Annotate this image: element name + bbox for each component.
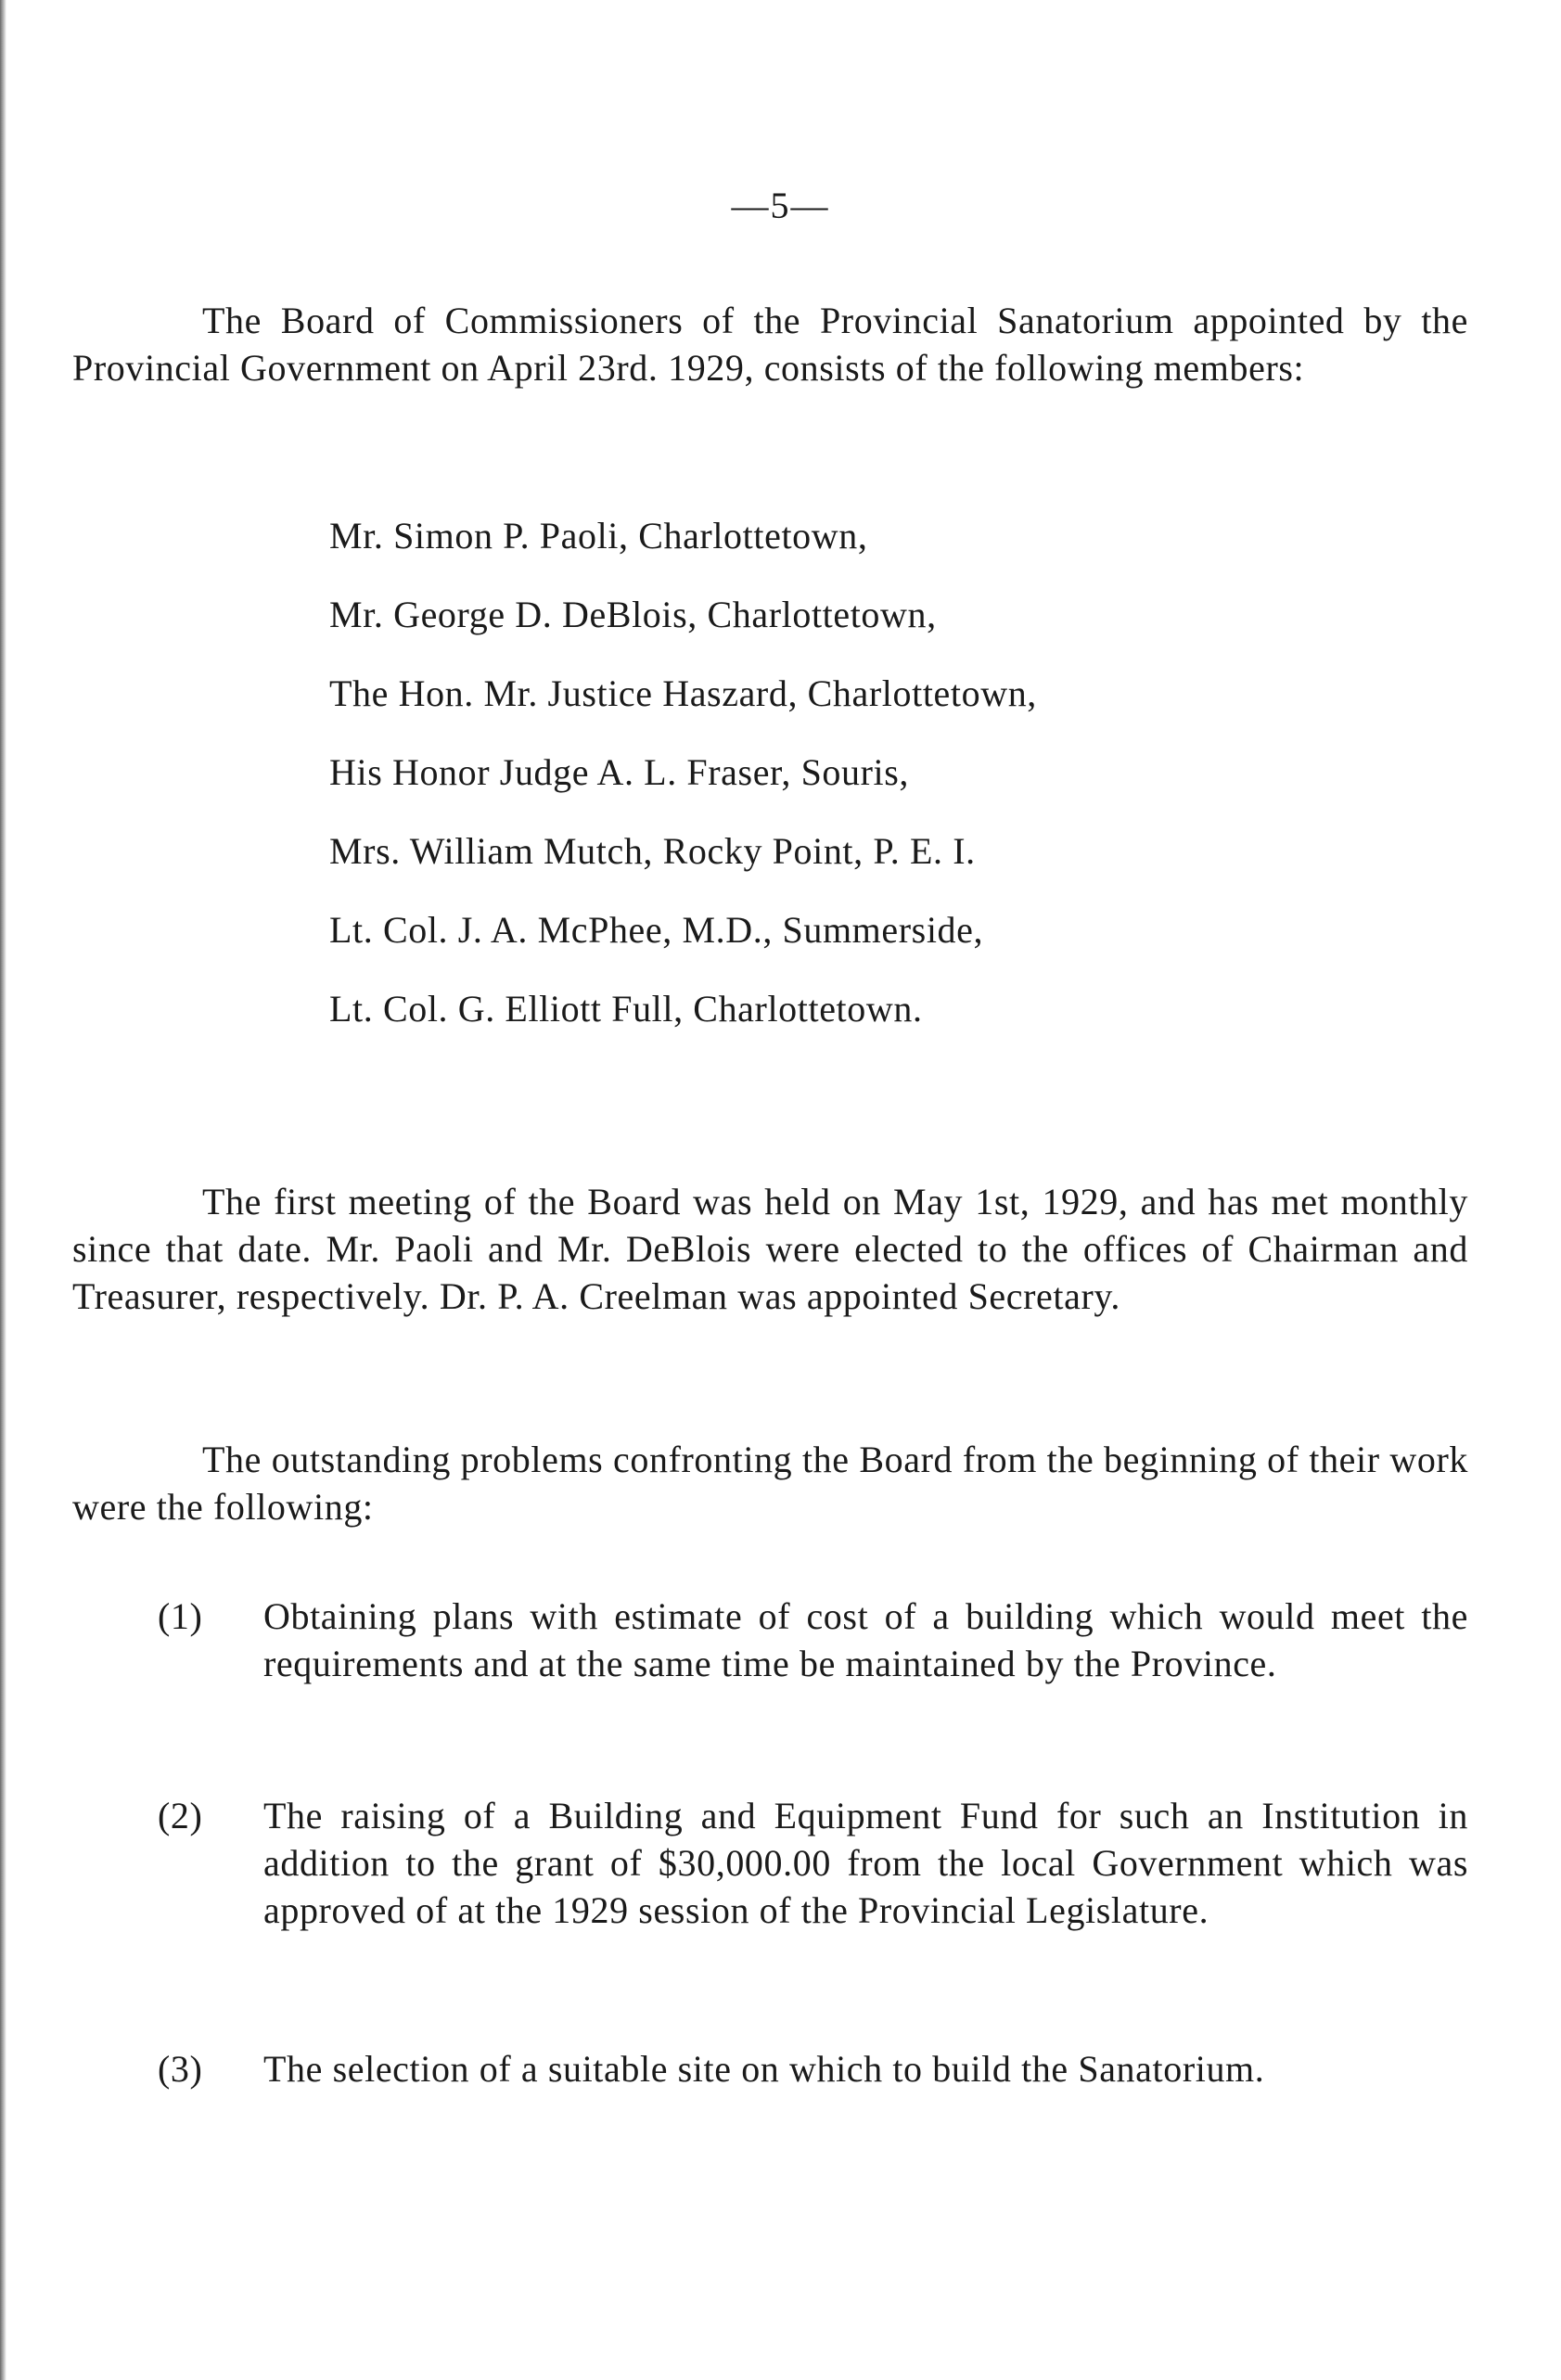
problem-number: (1) [158, 1595, 203, 1637]
problem-text: Obtaining plans with estimate of cost of a building which would meet the requirements and at the same time be maintained by the Province. [263, 1595, 1468, 1684]
member-item: Mr. Simon P. Paoli, Charlottetown, [329, 515, 868, 557]
member-item: Mrs. William Mutch, Rocky Point, P. E. I. [329, 830, 976, 872]
member-item: Lt. Col. J. A. McPhee, M.D., Summerside, [329, 909, 984, 951]
member-item: Mr. George D. DeBlois, Charlottetown, [329, 594, 937, 635]
problem-text: The raising of a Building and Equipment Fund for such an Institution in addition to the grant of $30,000.00 from the local Government which was approved of at the 1929 session of the Provincial Legislature. [263, 1795, 1468, 1931]
problem-number: (3) [158, 2048, 203, 2090]
meeting-paragraph: The first meeting of the Board was held on May 1st, 1929, and has met monthly since that date. Mr. Paoli and Mr. DeBlois were elected to the offices of Chairman and Treasurer, respectively. Dr. P. A. Creelman was appointed Secretary. [72, 1181, 1468, 1317]
member-item: His Honor Judge A. L. Fraser, Souris, [329, 751, 910, 793]
member-item: Lt. Col. G. Elliott Full, Charlottetown. [329, 988, 923, 1030]
member-item: The Hon. Mr. Justice Haszard, Charlottetown, [329, 672, 1037, 714]
intro-paragraph: The Board of Commissioners of the Provincial Sanatorium appointed by the Provincial Government on April 23rd. 1929, consists of the following members: [72, 300, 1468, 389]
page-number: —5— [731, 185, 830, 226]
problem-item-3 [158, 2045, 1468, 2092]
problem-text: The selection of a suitable site on which to build the Sanatorium. [263, 2048, 1265, 2090]
problem-item-2 [158, 1792, 1468, 1934]
members-list [329, 508, 1037, 1060]
problem-item-1 [158, 1593, 1468, 1687]
problems-intro-paragraph: The outstanding problems confronting the Board from the beginning of their work were the following: [72, 1439, 1468, 1528]
scan-edge-shadow [0, 0, 6, 2380]
problem-number: (2) [158, 1795, 203, 1836]
